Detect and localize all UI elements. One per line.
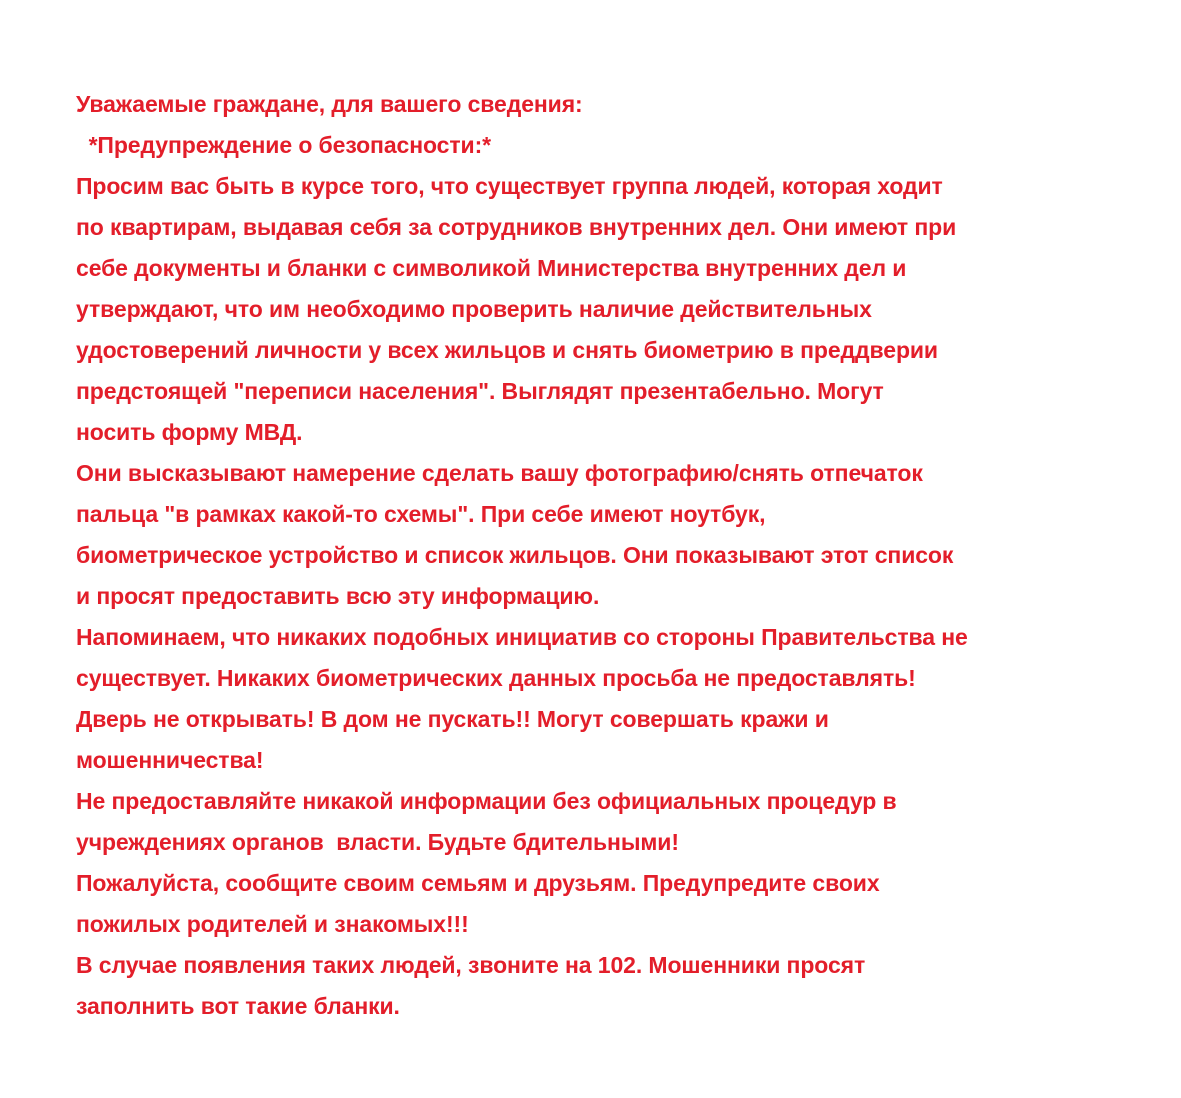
paragraph-line: мошенничества! (76, 747, 264, 773)
paragraph-line: В случае появления таких людей, звоните на 102. Мошенники просят (76, 952, 866, 978)
paragraph-line: носить форму МВД. (76, 419, 303, 445)
greeting-line: Уважаемые граждане, для вашего сведения: (76, 91, 583, 117)
paragraph-line: Напоминаем, что никаких подобных инициатив со стороны Правительства не (76, 624, 968, 650)
paragraph-line: Просим вас быть в курсе того, что существует группа людей, которая ходит (76, 173, 943, 199)
paragraph-line: себе документы и бланки с символикой Министерства внутренних дел и (76, 255, 907, 281)
paragraph-line: удостоверений личности у всех жильцов и снять биометрию в преддверии (76, 337, 938, 363)
warning-notice (76, 84, 1136, 1027)
paragraph-line: пожилых родителей и знакомых!!! (76, 911, 469, 937)
paragraph-line: предстоящей "переписи населения". Выглядят презентабельно. Могут (76, 378, 884, 404)
notice-heading: *Предупреждение о безопасности:* (76, 132, 491, 158)
paragraph-line: учреждениях органов власти. Будьте бдительными! (76, 829, 679, 855)
paragraph-line: биометрическое устройство и список жильцов. Они показывают этот список (76, 542, 954, 568)
paragraph-line: заполнить вот такие бланки. (76, 993, 400, 1019)
paragraph-line: существует. Никаких биометрических данных просьба не предоставлять! (76, 665, 916, 691)
paragraph-line: Не предоставляйте никакой информации без официальных процедур в (76, 788, 897, 814)
paragraph-line: Дверь не открывать! В дом не пускать!! Могут совершать кражи и (76, 706, 829, 732)
paragraph-line: пальца "в рамках какой-то схемы". При себе имеют ноутбук, (76, 501, 766, 527)
paragraph-line: и просят предоставить всю эту информацию. (76, 583, 600, 609)
paragraph-line: Пожалуйста, сообщите своим семьям и друзьям. Предупредите своих (76, 870, 880, 896)
paragraph-line: утверждают, что им необходимо проверить наличие действительных (76, 296, 872, 322)
paragraph-line: Они высказывают намерение сделать вашу фотографию/снять отпечаток (76, 460, 923, 486)
paragraph-line: по квартирам, выдавая себя за сотрудников внутренних дел. Они имеют при (76, 214, 957, 240)
